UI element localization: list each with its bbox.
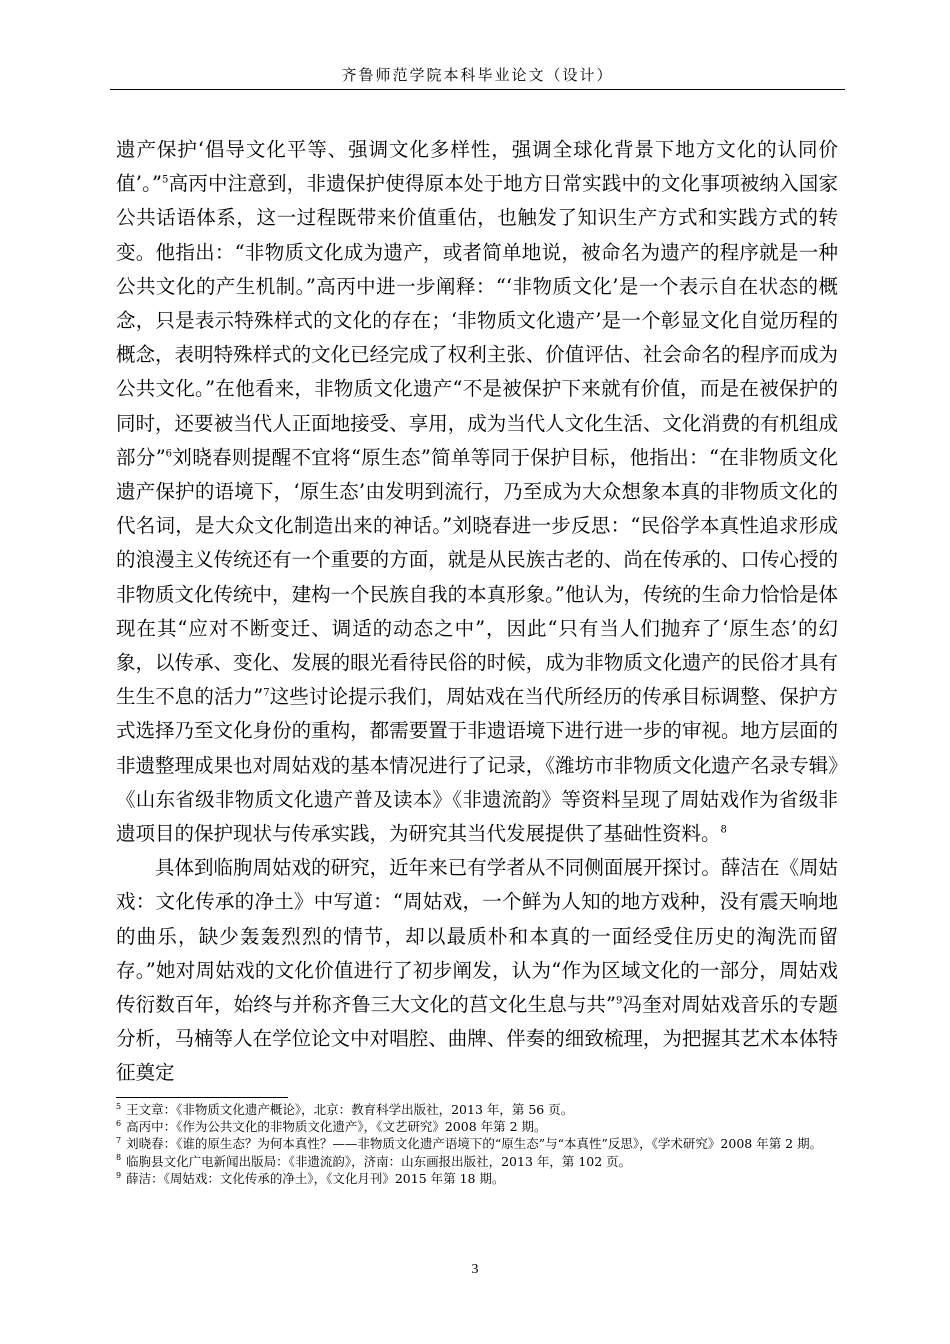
footnotes bbox=[116, 1101, 838, 1187]
paragraph-text: 高丙中注意到，非遗保护使得原本处于地方日常实践中的文化事项被纳入国家公共话语体系，这一过程既带来价值重估，也触发了知识生产方式和实践方式的转变。他指出：“非物质文化成为遗产，或者简单地说，被命名为遗产的程序就是一种公共文化的产生机制。”高丙中进一步阐释：“‘非物质文化’是一个表示自在状态的概念，只是表示特殊样式的文化的存在；‘非物质文化遗产’是一个彰显文化自觉历程的概念，表明特殊样式的文化已经完成了权利主张、价值评估、社会命名的程序而成为公共文化。”在他看来，非物质文化遗产“不是被保护下来就有价值，而是在被保护的同时，还要被当代人正面地接受、享用，成为当代人文化生活、文化消费的有机组成部分” bbox=[116, 172, 838, 469]
body-paragraph bbox=[116, 133, 838, 851]
footnote-ref: 8 bbox=[720, 824, 727, 836]
header-rule bbox=[110, 89, 845, 90]
footnote bbox=[116, 1118, 838, 1135]
body-text bbox=[116, 133, 838, 1091]
footnote-ref: 7 bbox=[263, 687, 270, 699]
paragraph-text: 冯奎对周姑戏音乐的专题分析，马楠等人在学位论文中对唱腔、曲牌、伴奏的细致梳理，为把握其艺术本体特征奠定 bbox=[116, 993, 838, 1085]
paragraph-text: 刘晓春则提醒不宜将“原生态”简单等同于保护目标，他指出：“在非物质文化遗产保护的语境下，‘原生态’由发明到流行，乃至成为大众想象本真的非物质文化的代名词，是大众文化制造出来的神话。”刘晓春进一步反思：“民俗学本真性追求形成的浪漫主义传统还有一个重要的方面，就是从民族古老的、尚在传承的、口传心授的非物质文化传统中，建构一个民族自我的本真形象。”他认为，传统的生命力恰恰是体现在其“应对不断变迁、调适的动态之中”，因此“只有当人们抛弃了‘原生态’的幻象，以传承、变化、发展的眼光看待民俗的时候，成为非物质文化遗产的民俗才具有生生不息的活力” bbox=[116, 445, 838, 709]
footnote-number: 6 bbox=[116, 1119, 122, 1129]
footnote-separator bbox=[116, 1097, 288, 1098]
footnote-text: 薛洁：《周姑戏：文化传承的净土》，《文化月刊》2015 年第 18 期。 bbox=[126, 1170, 505, 1186]
footnote-number: 8 bbox=[116, 1153, 122, 1163]
footnote bbox=[116, 1101, 838, 1118]
footnote-text: 王文章：《非物质文化遗产概论》，北京：教育科学出版社，2013 年，第 56 页。 bbox=[126, 1102, 574, 1117]
footnote bbox=[116, 1153, 838, 1170]
page-number: 3 bbox=[471, 1262, 479, 1277]
body-paragraph bbox=[116, 851, 838, 1090]
footnote-text: 高丙中：《作为公共文化的非物质文化遗产》，《文艺研究》2008 年第 2 期。 bbox=[126, 1119, 547, 1135]
footnote-text: 临朐县文化广电新闻出版局：《非遗流韵》，济南：山东画报出版社，2013 年，第 102 页。 bbox=[126, 1153, 632, 1169]
footnote bbox=[116, 1170, 838, 1187]
running-header: 齐鲁师范学院本科毕业论文（设计） bbox=[341, 66, 614, 84]
footnote-number: 5 bbox=[116, 1101, 122, 1111]
footnote-number: 7 bbox=[116, 1136, 122, 1146]
paragraph-text: 遗产保护‘倡导文化平等、强调文化多样性，强调全球化背景下地方文化的认同价值’。” bbox=[116, 138, 838, 196]
footnote bbox=[116, 1135, 838, 1152]
footnote-text: 刘晓春：《谁的原生态？为何本真性？——非物质文化遗产语境下的“原生态”与“本真性”反思》，《学术研究》2008 年第 2 期。 bbox=[126, 1136, 823, 1152]
footnote-ref: 5 bbox=[162, 174, 169, 186]
paragraph-text: 这些讨论提示我们，周姑戏在当代所经历的传承目标调整、保护方式选择乃至文化身份的重构，都需要置于非遗语境下进行进一步的审视。地方层面的非遗整理成果也对周姑戏的基本情况进行了记录，《潍坊市非物质文化遗产名录专辑》《山东省级非物质文化遗产普及读本》《非遗流韵》等资料呈现了周姑戏作为省级非遗项目的保护现状与传承实践，为研究其当代发展提供了基础性资料。 bbox=[116, 685, 838, 846]
footnote-ref: 9 bbox=[616, 995, 623, 1007]
footnote-ref: 6 bbox=[165, 448, 173, 460]
paragraph-text: 具体到临朐周姑戏的研究，近年来已有学者从不同侧面展开探讨。薛洁在《周姑戏：文化传承的净土》中写道：“周姑戏，一个鲜为人知的地方戏种，没有震天响地的曲乐，缺少轰轰烈烈的情节，却以最质朴和本真的一面经受住历史的淘洗而留存。”她对周姑戏的文化价值进行了初步阐发，认为“作为区域文化的一部分，周姑戏传衍数百年，始终与并称齐鲁三大文化的莒文化生息与共” bbox=[116, 856, 838, 1017]
footnote-number: 9 bbox=[116, 1170, 122, 1180]
